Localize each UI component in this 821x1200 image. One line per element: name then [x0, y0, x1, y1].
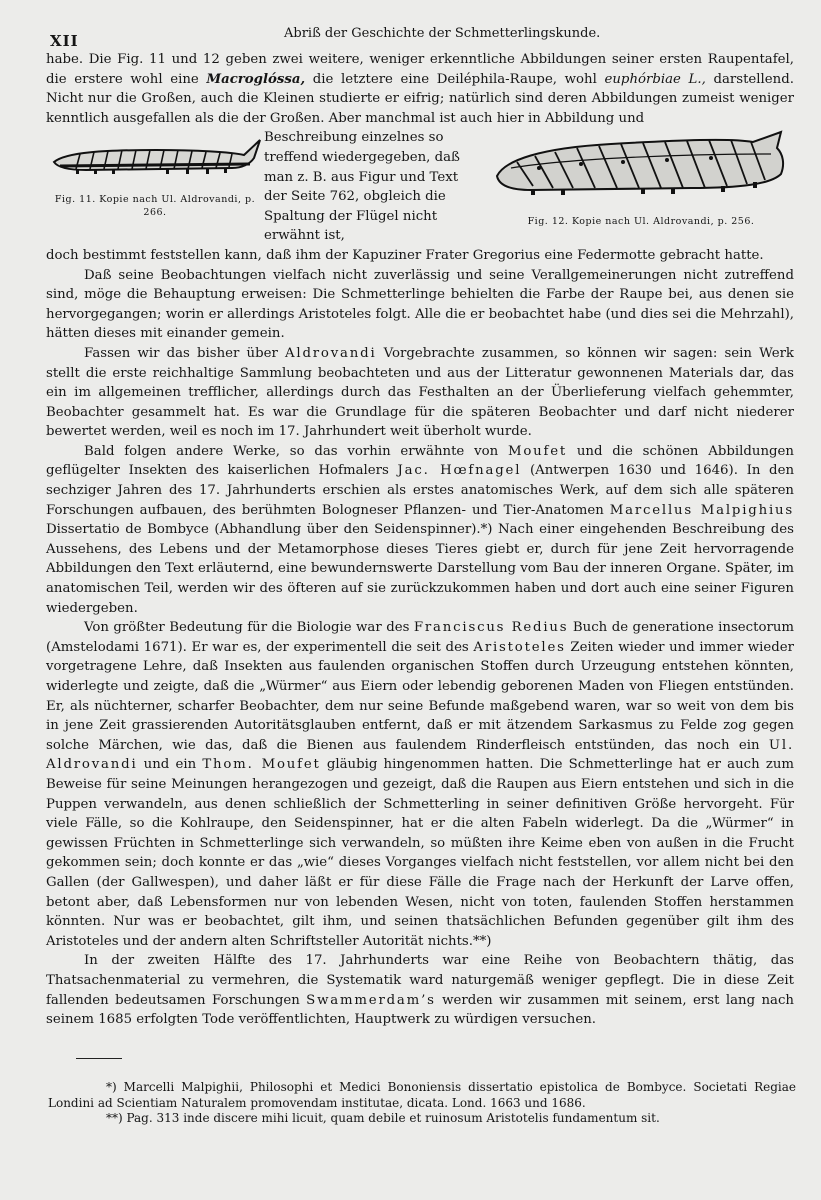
figure-row [46, 128, 794, 246]
figure-11 [46, 128, 264, 219]
text-run: Von größter Bedeutung für die Biologie war des [84, 620, 414, 636]
text-run: Vorgebrachte zusammen, so können wir sagen: sein Werk stellt die erste reichhaltige Sammlung beobachteten und aus der Litteratur gewonnenen Materials dar, das ein im allgemeinen trefflicher, allerdings durch das Festhalten an der Überlieferung vielfach gehemmter, Beobachter gesammelt hat. Es war die Grundlage für die späteren Beobachter und darf nicht niederer bewertet werden, weil es noch im 17. Jahrhundert weit überholt wurde. [46, 345, 794, 440]
paragraph-4 [46, 442, 794, 618]
page-header [44, 26, 781, 48]
person-name: Ul. Aldrovandi [46, 737, 794, 773]
person-name: Thom. Moufet [202, 757, 321, 773]
figure-12-caption: Fig. 12. Kopie nach Ul. Aldrovandi, p. 256. [527, 215, 755, 227]
paragraph-5 [46, 618, 794, 951]
running-title: Abriß der Geschichte der Schmetterlingskunde. [284, 26, 601, 41]
figure-12 [491, 128, 791, 228]
footnote-2: **) Pag. 313 inde discere mihi licuit, quam debile et ruinosum Aristotelis fundamentum sit. [106, 1111, 660, 1125]
text-run: Fassen wir das bisher über [84, 345, 285, 361]
footnote-1: *) Marcelli Malpighii, Philosophi et Medici Bononiensis dissertatio epistolica de Bombyce. Societati Regiae Londini ad Scientiam Naturalem promovendam institutae, dicata. Lond. 1663 und 1686. [48, 1080, 796, 1110]
text-run: Dissertatio de Bombyce (Abhandlung über den Seidenspinner).*) Nach einer eingehenden Beschreibung des Aussehens, des Lebens und der Metamorphose dieses Tieres giebt er, durch für jene Zeit hervorragende Abbildungen den Text erläuternd, eine bewundernswerte Darstellung vom Bau der inneren Organe. Später, im anatomischen Teil, werden wir des öfteren auf sie zurückzukommen haben und dort auch eine seiner Figuren wiedergeben. [46, 522, 794, 616]
text-run: gläubig hingenommen hatten. Die Schmetterlinge hat er auch zum Beweise für seine Meinungen herangezogen und gezeigt, daß die Raupen aus Eiern entstehen und sich in die Puppen verwandeln, aus denen schließlich der Schmetterling in seiner definitiven Größe hervorgeht. Für viele Fälle, so die Kohlraupe, den Seidenspinner, hat er die alten Fabeln widerlegt. Da die „Würmer“ in gewissen Früchten in Schmetterlinge sich verwandeln, so müßten ihre Keime eben von außen in die Frucht gekommen sein; doch konnte er das „wie“ dieses Vorganges vielfach nicht feststellen, vor allem nicht bei den Gallen (der Gallwespen), und daher läßt er für diese Fälle die Frage nach der Herkunft der Larve offen, betont aber, daß Lebensformen nur von lebenden Wesen, nicht von toten, faulenden Stoffen herstammen könnten. Nur was er beobachtet, gilt ihm, und seinen thatsächlichen Befunden gegenüber gilt ihm des Aristoteles und der andern alten Schriftsteller Autorität nichts.**) [46, 757, 794, 949]
taxon-name: Macroglóssa, [206, 71, 306, 87]
footnotes [48, 1080, 796, 1127]
paragraph-6 [46, 951, 794, 1029]
person-name: Swammerdam’s [306, 992, 436, 1008]
main-text [46, 50, 794, 1030]
figure-11-caption: Fig. 11. Kopie nach Ul. Aldrovandi, p. 266. [54, 193, 256, 218]
person-name: Aldrovandi [285, 345, 377, 361]
text-run: Bald folgen andere Werke, so das vorhin erwähnte von [84, 443, 508, 459]
text-run: In der zweiten Hälfte des 17. Jahrhunderts war eine Reihe von Beobachtern thätig, das Thatsachenmaterial zu vermehren, die Systematik ward naturgemäß weniger gepflegt. Die in diese Zeit fallenden bedeutsamen Forschungen [46, 953, 794, 1008]
text-run: (Antwerpen 1630 und 1646). In den sechziger Jahren des 17. Jahrhunderts erschien als erstes anatomisches Werk, auf dem sich alle späteren Forschungen aufbauen, des berühmten Bologneser Pflanzen- und Tier-Anatomen [46, 463, 795, 518]
person-name: Jac. Hœfnagel [397, 463, 522, 479]
taxon-name: euphórbiae L., [604, 71, 706, 87]
text-run: darstellend. Nicht nur die Großen, auch die Kleinen studierte er eifrig; natürlich sind deren Abbildungen zumeist weniger kenntlich ausgefallen als die der Großen. Aber manchmal ist auch hier in Abbildung und [46, 71, 794, 126]
text-run: und ein [137, 757, 203, 773]
person-name: Aristoteles [473, 639, 566, 655]
paragraph-2: Daß seine Beobachtungen vielfach nicht zuverlässig und seine Verallgemeinerungen nicht zutreffend sind, möge die Behauptung erweisen: Die Schmetterlinge behielten die Farbe der Raupe bei, aus denen sie hervorgegangen; worin er allerdings Aristoteles folgt. Alle die er beobachtet habe (und dies sei die Mehrzahl), hätten dieses mit einander gemein. [46, 267, 794, 342]
person-name: Marcellus Malpighius [609, 502, 794, 518]
text-run: die letztere eine Deiléphila-Raupe, wohl [305, 71, 605, 87]
page-number: XII [50, 32, 79, 50]
paragraph-3 [46, 344, 794, 442]
footnote-divider [76, 1058, 122, 1059]
caterpillar-illustration-12 [491, 128, 791, 206]
text-run: Buch de generatione insectorum (Amstelodami 1671). Er war es, der experimentell die seit des [46, 620, 794, 655]
person-name: Moufet [507, 443, 568, 459]
text-run: habe. Die Fig. 11 und 12 geben zwei weitere, weniger erkenntliche Abbildungen seiner ersten Raupentafel, die erstere wohl eine [46, 52, 794, 87]
text-run: Zeiten wieder und immer wieder vorgetragene Lehre, daß Insekten aus faulenden organischen Stoffen durch Urzeugung entstehen könnten, widerlegte und zeigte, daß die „Würmer“ aus Eiern oder lebendig geborenen Maden von Fliegen entstünden. Er, als nüchterner, scharfer Beobachter, dem nur seine Befunde maßgebend waren, war so weit von dem bis in jene Zeit grassierenden Autoritätsglauben entfernt, daß er mit ätzendem Sarkasmus zu Felde zog gegen solche Märchen, wie das, daß die Bienen aus faulendem Rinderfleisch entstünden, das noch ein [46, 639, 794, 753]
person-name: Franciscus Redius [413, 620, 569, 636]
caterpillar-illustration-11 [46, 128, 264, 186]
wrapped-text: Beschreibung einzelnes so treffend wiedergegeben, daß man z. B. aus Figur und Text der Seite 762, obgleich die Spaltung der Flügel nicht erwähnt ist, [264, 130, 460, 244]
text-run: werden wir zusammen mit seinem, erst lang nach seinem 1685 erfolgten Tode veröffentlichten, Hauptwerk zu würdigen versuchen. [46, 992, 794, 1028]
paragraph-1-end: doch bestimmt feststellen kann, daß ihm der Kapuziner Frater Gregorius eine Federmotte gebracht hatte. [46, 247, 764, 263]
text-run: und die schönen Abbildungen geflügelter Insekten des kaiserlichen Hofmalers [46, 443, 794, 479]
paragraph-1 [46, 50, 794, 128]
